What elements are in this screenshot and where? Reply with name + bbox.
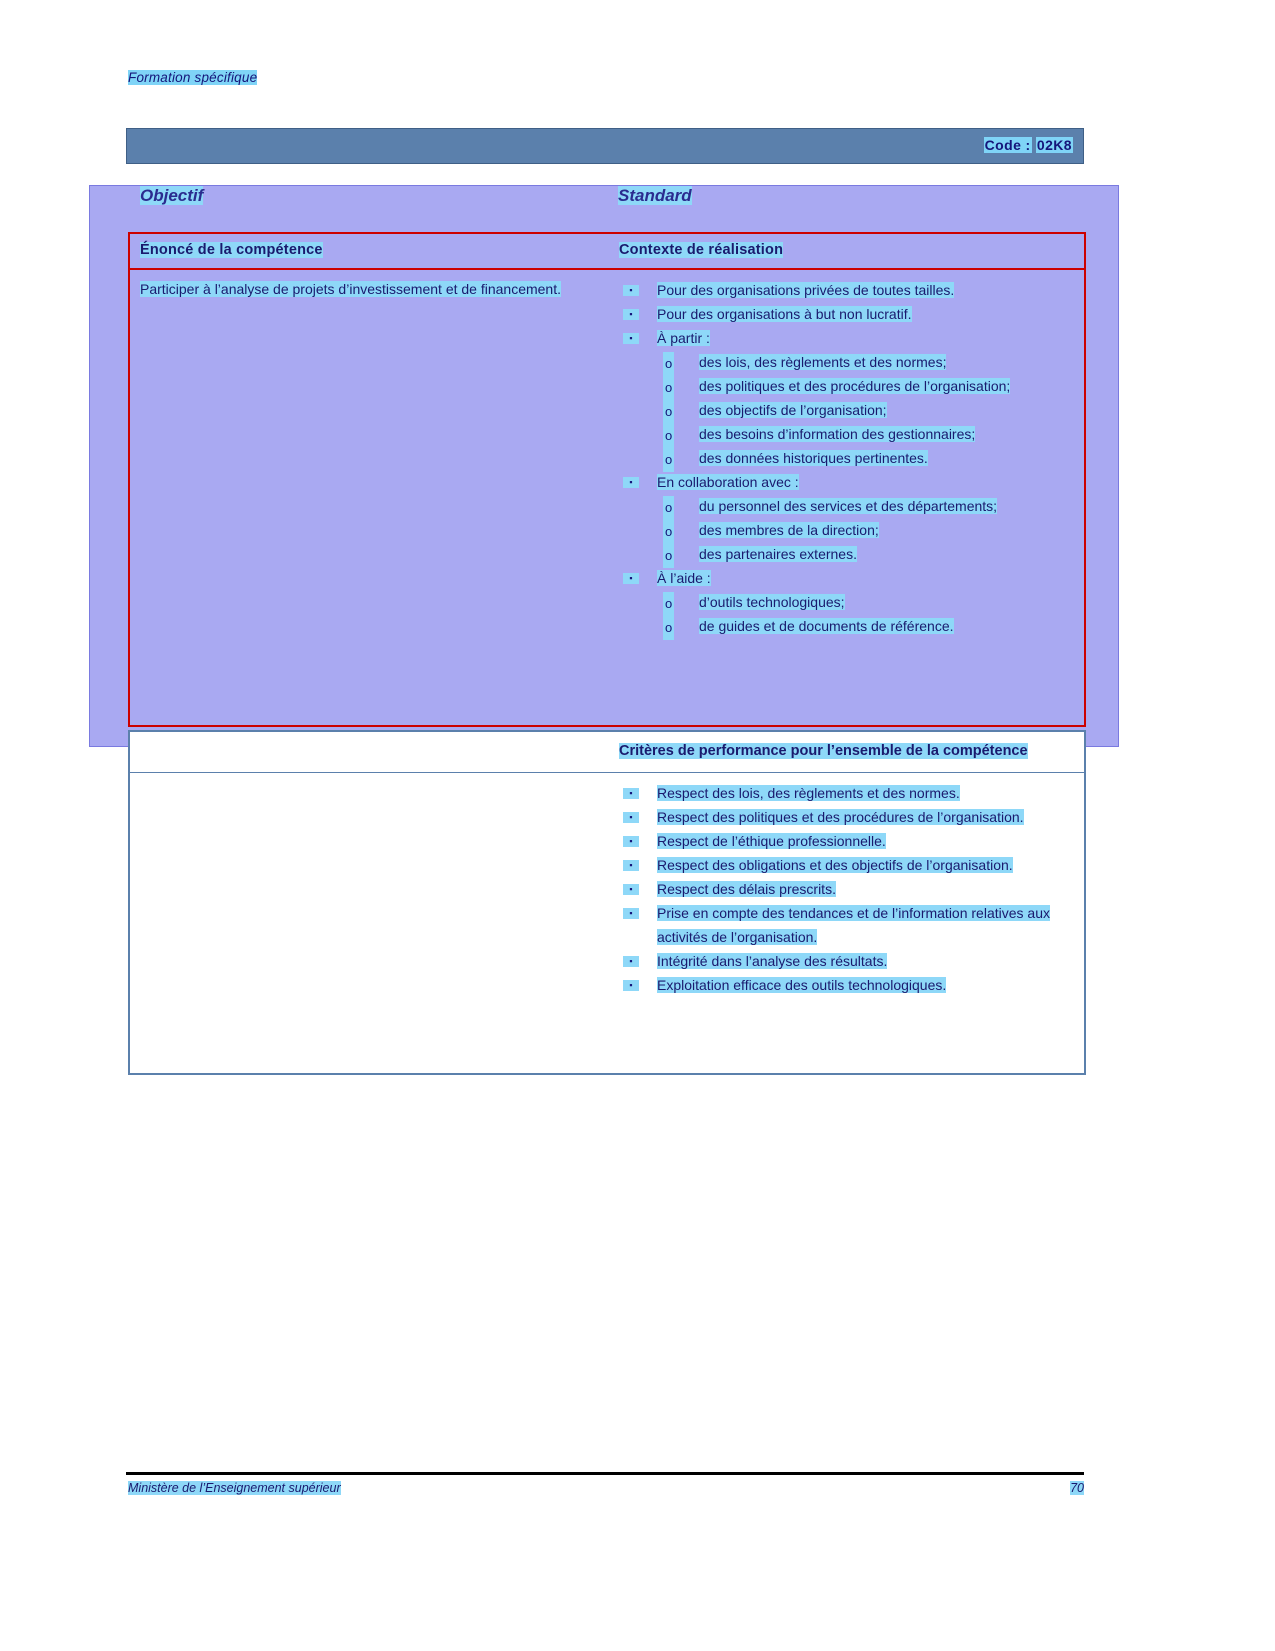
list-item (657, 398, 1074, 422)
footer-page-number: 70 (1070, 1481, 1084, 1495)
bullet-level2-icon: ᴏ (663, 448, 674, 472)
context-subitem-text: des données historiques pertinentes. (699, 450, 928, 466)
list-item (657, 614, 1074, 638)
bullet-level1-icon: ▪ (623, 812, 639, 823)
cell-statement (130, 270, 609, 725)
list-item (657, 590, 1074, 614)
context-item-text: À partir : (657, 330, 710, 346)
bullet-level2-icon: ᴏ (663, 544, 674, 568)
list-item (619, 877, 1074, 901)
header-enonce-label: Énoncé de la compétence (140, 242, 323, 258)
list-item (619, 470, 1074, 566)
competency-table-body-row (130, 270, 1084, 725)
list-item (619, 829, 1074, 853)
bullet-level2-icon: ᴏ (663, 424, 674, 448)
bullet-level1-icon: ▪ (623, 860, 639, 871)
list-item (619, 949, 1074, 973)
criteria-item-text: Intégrité dans l’analyse des résultats. (657, 953, 888, 969)
list-item (657, 518, 1074, 542)
bullet-level2-icon: ᴏ (663, 496, 674, 520)
cell-header-contexte (609, 234, 1084, 268)
bullet-level1-icon: ▪ (623, 285, 639, 296)
list-item (619, 566, 1074, 638)
list-item (619, 781, 1074, 805)
list-item (657, 446, 1074, 470)
page-header (128, 70, 257, 85)
list-item (619, 805, 1074, 829)
code-bar (126, 128, 1084, 164)
list-item (619, 302, 1074, 326)
context-item-text: À l’aide : (657, 570, 711, 586)
context-subitem-text: des objectifs de l’organisation; (699, 402, 887, 418)
context-subitem-text: de guides et de documents de référence. (699, 618, 954, 634)
context-item-text: Pour des organisations privées de toutes tailles. (657, 282, 955, 298)
list-item (657, 422, 1074, 446)
bullet-level1-icon: ▪ (623, 333, 639, 344)
context-item-text: Pour des organisations à but non lucratif. (657, 306, 912, 322)
context-list (619, 278, 1074, 638)
criteria-header-label: Critères de performance pour l’ensemble de la compétence (619, 743, 1028, 759)
context-item-text: En collaboration avec : (657, 474, 799, 490)
context-subitem-text: d’outils technologiques; (699, 594, 845, 610)
footer-divider (126, 1472, 1084, 1475)
column-title-standard: Standard (618, 186, 692, 205)
criteria-item-text: Respect des politiques et des procédures de l’organisation. (657, 809, 1024, 825)
criteria-item-text: Exploitation efficace des outils technologiques. (657, 977, 947, 993)
footer-left: Ministère de l’Enseignement supérieur (128, 1481, 341, 1495)
code-bar-text (984, 137, 1073, 153)
competency-table (128, 232, 1086, 727)
bullet-level1-icon: ▪ (623, 788, 639, 799)
column-titles (128, 186, 1086, 214)
context-subitem-text: des membres de la direction; (699, 522, 879, 538)
context-sublist (657, 494, 1074, 566)
bullet-level1-icon: ▪ (623, 884, 639, 895)
bullet-level2-icon: ᴏ (663, 592, 674, 616)
list-item (619, 278, 1074, 302)
competency-statement: Participer à l’analyse de projets d’investissement et de financement. (140, 281, 561, 297)
bullet-level2-icon: ᴏ (663, 520, 674, 544)
cell-criteria-empty (130, 732, 609, 772)
list-item (619, 901, 1074, 949)
criteria-item-text: Respect des obligations et des objectifs de l’organisation. (657, 857, 1013, 873)
list-item (657, 374, 1074, 398)
list-item (657, 542, 1074, 566)
bullet-level2-icon: ᴏ (663, 376, 674, 400)
list-item (619, 853, 1074, 877)
bullet-level1-icon: ▪ (623, 477, 639, 488)
cell-header-enonce (130, 234, 609, 268)
criteria-table (128, 730, 1086, 1075)
criteria-item-text: Prise en compte des tendances et de l’information relatives aux activités de l’organisation. (657, 905, 1050, 945)
cell-criteria-blank (130, 773, 609, 1073)
column-title-objectif: Objectif (140, 186, 204, 205)
cell-criteria-header (609, 732, 1084, 772)
context-subitem-text: des lois, des règlements et des normes; (699, 354, 947, 370)
bullet-level2-icon: ᴏ (663, 616, 674, 640)
bullet-level1-icon: ▪ (623, 836, 639, 847)
bullet-level1-icon: ▪ (623, 573, 639, 584)
context-subitem-text: des politiques et des procédures de l’organisation; (699, 378, 1011, 394)
competency-table-header-row (130, 234, 1084, 270)
context-subitem-text: des partenaires externes. (699, 546, 857, 562)
criteria-list (619, 781, 1074, 997)
list-item (619, 326, 1074, 470)
list-item (657, 494, 1074, 518)
criteria-table-header-row (130, 732, 1084, 773)
bullet-level1-icon: ▪ (623, 956, 639, 967)
code-label: Code : (984, 137, 1031, 153)
criteria-item-text: Respect de l’éthique professionnelle. (657, 833, 886, 849)
context-subitem-text: du personnel des services et des départements; (699, 498, 998, 514)
criteria-item-text: Respect des délais prescrits. (657, 881, 836, 897)
list-item (619, 973, 1074, 997)
context-sublist (657, 350, 1074, 470)
context-subitem-text: des besoins d’information des gestionnaires; (699, 426, 976, 442)
bullet-level2-icon: ᴏ (663, 352, 674, 376)
bullet-level1-icon: ▪ (623, 908, 639, 919)
cell-context (609, 270, 1084, 725)
context-sublist (657, 590, 1074, 638)
code-value: 02K8 (1036, 137, 1072, 153)
list-item (657, 350, 1074, 374)
header-contexte-label: Contexte de réalisation (619, 242, 784, 258)
bullet-level1-icon: ▪ (623, 309, 639, 320)
criteria-table-body-row (130, 773, 1084, 1073)
page-header-label: Formation spécifique (128, 70, 258, 85)
cell-criteria-list (609, 773, 1084, 1073)
criteria-item-text: Respect des lois, des règlements et des normes. (657, 785, 960, 801)
bullet-level2-icon: ᴏ (663, 400, 674, 424)
bullet-level1-icon: ▪ (623, 980, 639, 991)
